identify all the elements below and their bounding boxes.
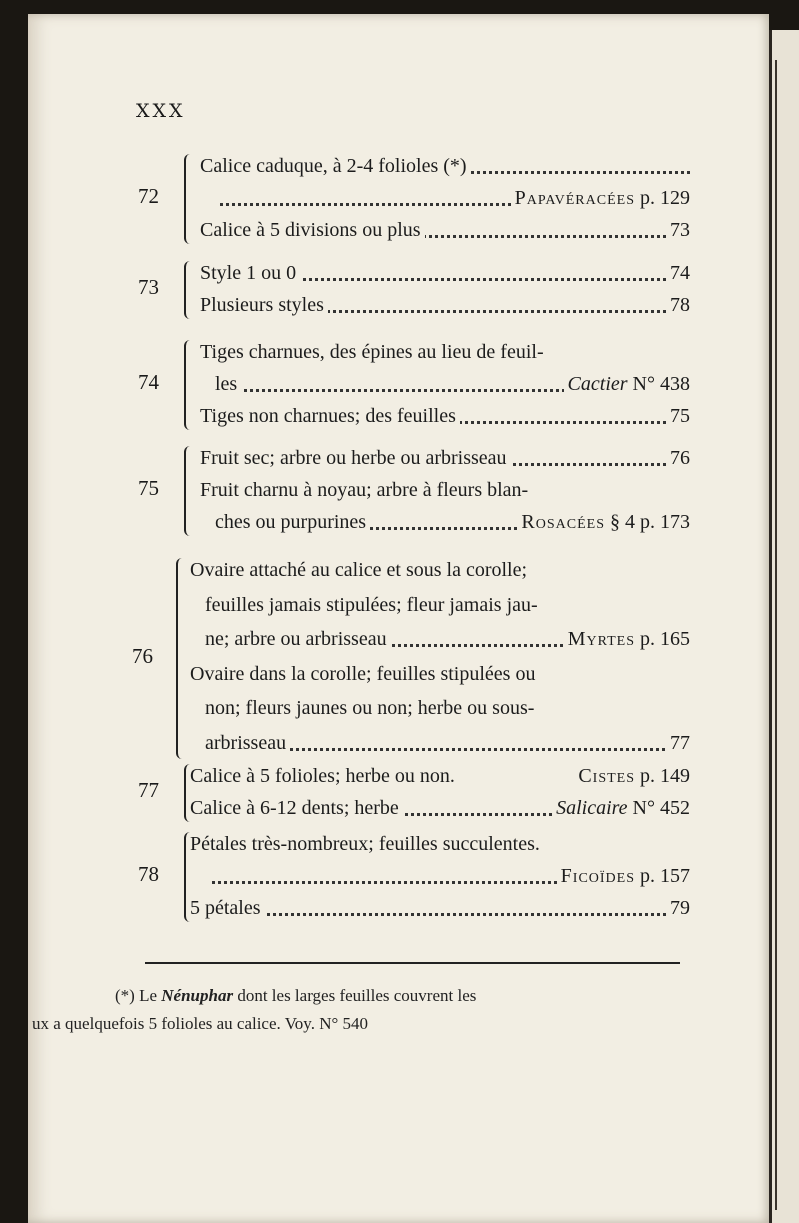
line-text: Fruit charnu à noyau; arbre à fleurs blan- — [200, 479, 532, 501]
line-text: Calice caduque, à 2-4 folioles (*) — [200, 155, 471, 177]
footnote-line-1 — [115, 986, 476, 1006]
line-text — [215, 187, 219, 209]
line-text: non; fleurs jaunes ou non; herbe ou sous- — [205, 697, 538, 719]
entry-brace — [184, 261, 196, 319]
entry-line — [205, 860, 690, 892]
entry-number: 74 — [138, 370, 159, 394]
running-head: XXX — [136, 100, 186, 122]
entry-line — [200, 336, 690, 368]
leader-dots — [190, 913, 690, 916]
reference-number: § 4 p. 173 — [610, 511, 690, 533]
entry-number: 75 — [138, 476, 159, 500]
line-text: 5 pétales — [190, 897, 265, 919]
line-text: Calice à 6-12 dents; herbe — [190, 797, 403, 819]
entry-line — [190, 828, 690, 860]
entry-line — [200, 214, 690, 246]
family-name: Myrtes — [567, 628, 635, 650]
line-text: Tiges charnues, des épines au lieu de feuil- — [200, 341, 548, 363]
line-reference — [666, 289, 690, 321]
line-text: les — [215, 373, 241, 395]
reference-number: 76 — [670, 447, 690, 469]
entry-line — [200, 474, 690, 506]
entry-brace — [184, 154, 196, 244]
line-reference — [666, 892, 690, 924]
line-reference — [564, 368, 690, 400]
entry-line — [190, 892, 690, 924]
entry-line — [200, 257, 690, 289]
entry-line — [200, 150, 690, 182]
footnote-italic: Nénuphar — [161, 986, 234, 1005]
reference-number: 77 — [670, 731, 690, 754]
line-text: Tiges non charnues; des feuilles — [200, 405, 460, 427]
line-reference — [666, 214, 690, 246]
line-text: Fruit sec; arbre ou herbe ou arbrisseau — [200, 447, 511, 469]
reference-number: p. 157 — [640, 865, 690, 887]
reference-number: 79 — [670, 897, 690, 919]
line-text: ne; arbre ou arbrisseau — [205, 628, 391, 650]
line-reference — [666, 727, 690, 759]
page-edge — [769, 30, 799, 1223]
entry-line — [215, 506, 690, 538]
entry-number: 73 — [138, 275, 159, 299]
line-reference — [564, 623, 690, 655]
line-text: Ovaire attaché au calice et sous la corolle; — [190, 559, 531, 581]
family-name: Rosacées — [521, 511, 605, 533]
family-name: Cistes — [578, 765, 635, 787]
line-reference — [666, 400, 690, 432]
reference-number: p. 149 — [640, 765, 690, 787]
line-text: Style 1 ou 0 — [200, 262, 300, 284]
reference-number: N° 452 — [632, 797, 690, 819]
entry-line — [205, 589, 690, 621]
footnote-line-2: ux a quelquefois 5 folioles au calice. Voy. N° 540 — [32, 1014, 369, 1033]
entry-brace — [176, 558, 188, 759]
line-text — [205, 865, 209, 887]
entry-line — [190, 658, 690, 690]
line-reference — [517, 506, 690, 538]
entry-line — [205, 692, 690, 724]
reference-number: 78 — [670, 294, 690, 316]
page-edge-shadow — [775, 60, 777, 1210]
reference-number: p. 165 — [640, 628, 690, 650]
family-name: Cactier — [567, 373, 628, 395]
line-text: Calice à 5 folioles; herbe ou non. — [190, 765, 459, 787]
line-text: ches ou purpurines — [215, 511, 370, 533]
line-reference — [666, 257, 690, 289]
family-name: Salicaire — [556, 797, 628, 819]
entry-line — [200, 400, 690, 432]
entry-line — [200, 442, 690, 474]
reference-number: 73 — [670, 219, 690, 241]
line-text: Pétales très-nombreux; feuilles succulentes. — [190, 833, 544, 855]
footnote-prefix: (*) Le — [115, 986, 158, 1005]
entry-line — [205, 727, 690, 759]
line-text: Calice à 5 divisions ou plus — [200, 219, 425, 241]
reference-number: N° 438 — [632, 373, 690, 395]
line-reference — [511, 182, 690, 214]
entry-line — [215, 182, 690, 214]
reference-number: p. 129 — [640, 187, 690, 209]
line-text: Plusieurs styles — [200, 294, 328, 316]
line-text: feuilles jamais stipulées; fleur jamais jau- — [205, 594, 542, 616]
line-reference — [574, 760, 690, 792]
family-name: Ficoïdes — [560, 865, 635, 887]
entry-number: 77 — [138, 778, 159, 802]
entry-number: 76 — [132, 643, 153, 668]
line-text: arbrisseau — [205, 732, 290, 754]
entry-line — [190, 554, 690, 586]
entry-brace — [184, 446, 196, 536]
line-reference — [552, 792, 690, 824]
line-reference — [557, 860, 690, 892]
entry-number: 78 — [138, 862, 159, 886]
footnote-rest: dont les larges feuilles couvrent les — [237, 986, 477, 1005]
reference-number: 75 — [670, 405, 690, 427]
line-reference — [666, 442, 690, 474]
reference-number: 74 — [670, 262, 690, 284]
entry-line — [190, 792, 690, 824]
entry-line — [215, 368, 690, 400]
entry-line — [205, 623, 690, 655]
family-name: Papavéracées — [514, 187, 635, 209]
footnote-rule — [145, 962, 680, 964]
entry-line — [190, 760, 690, 792]
entry-line — [200, 289, 690, 321]
entry-number: 72 — [138, 184, 159, 208]
entry-brace — [184, 340, 196, 430]
line-text: Ovaire dans la corolle; feuilles stipulées ou — [190, 663, 539, 685]
